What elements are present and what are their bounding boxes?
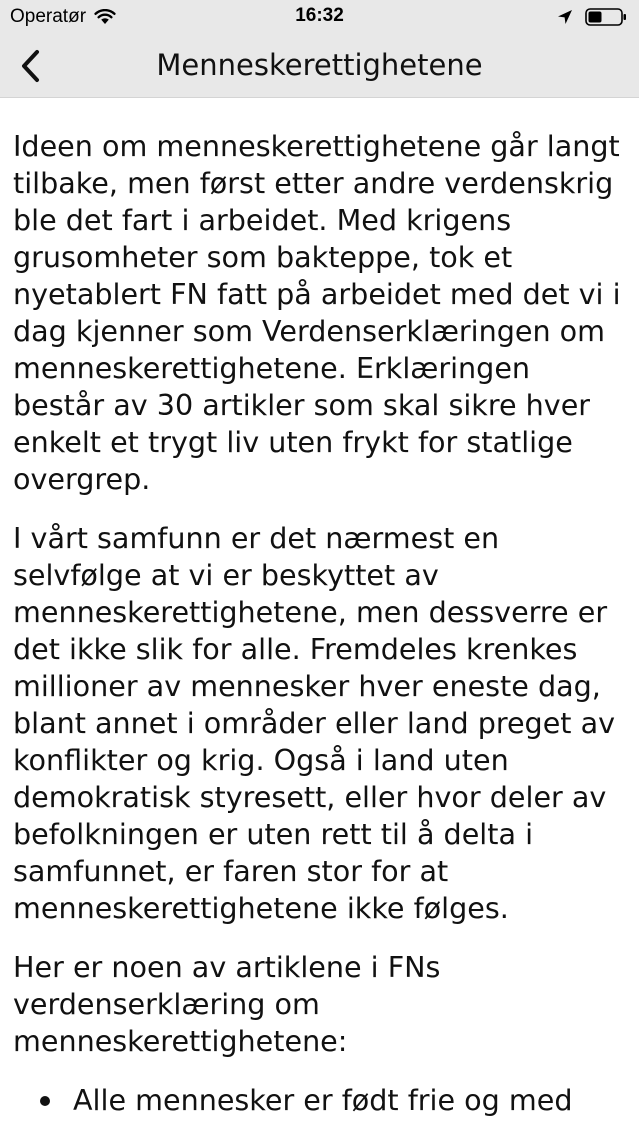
bullet-dot xyxy=(40,1096,50,1106)
status-right xyxy=(557,7,627,27)
list-item xyxy=(13,1082,629,1119)
location-arrow-icon xyxy=(557,9,573,25)
article-bullet-list xyxy=(13,1082,629,1119)
clock: 16:32 xyxy=(295,5,344,26)
article-paragraph-2: I vårt samfunn er det nærmest en selvfølge at vi er beskyttet av menneskerettighetene, men dessverre er det ikke slik for alle. Fremdeles krenkes millioner av mennesker hver eneste dag, blant annet i områder eller land preget av konflikter og krig. Også i land uten demokratisk styresett, eller hvor deler av befolkningen er uten rett til å delta i samfunnet, er faren stor for at menneskerettighetene ikke følges. xyxy=(13,521,616,925)
list-item-text: Alle mennesker er født frie og med xyxy=(73,1083,573,1117)
navigation-bar xyxy=(0,34,639,98)
article-paragraph-1: Ideen om menneskerettighetene går langt tilbake, men først etter andre verdenskrig ble det fart i arbeidet. Med krigens grusomheter som bakteppe, tok et nyetablert FN fatt på arbeidet med det vi i dag kjenner som Verdenserklæringen om menneskerettighetene. Erklæringen består av 30 artikler som skal sikre hver enkelt et trygt liv uten frykt for statlige overgrep. xyxy=(13,129,621,496)
carrier-name: Operatør xyxy=(10,6,87,27)
top-bar xyxy=(0,0,639,98)
article-content xyxy=(13,128,629,1119)
battery-icon xyxy=(585,7,627,27)
article-paragraph-3: Her er noen av artiklene i FNs verdenserklæring om menneskerettighetene: xyxy=(13,950,441,1058)
page-title: Menneskerettighetene xyxy=(156,48,483,82)
status-bar xyxy=(0,0,639,34)
